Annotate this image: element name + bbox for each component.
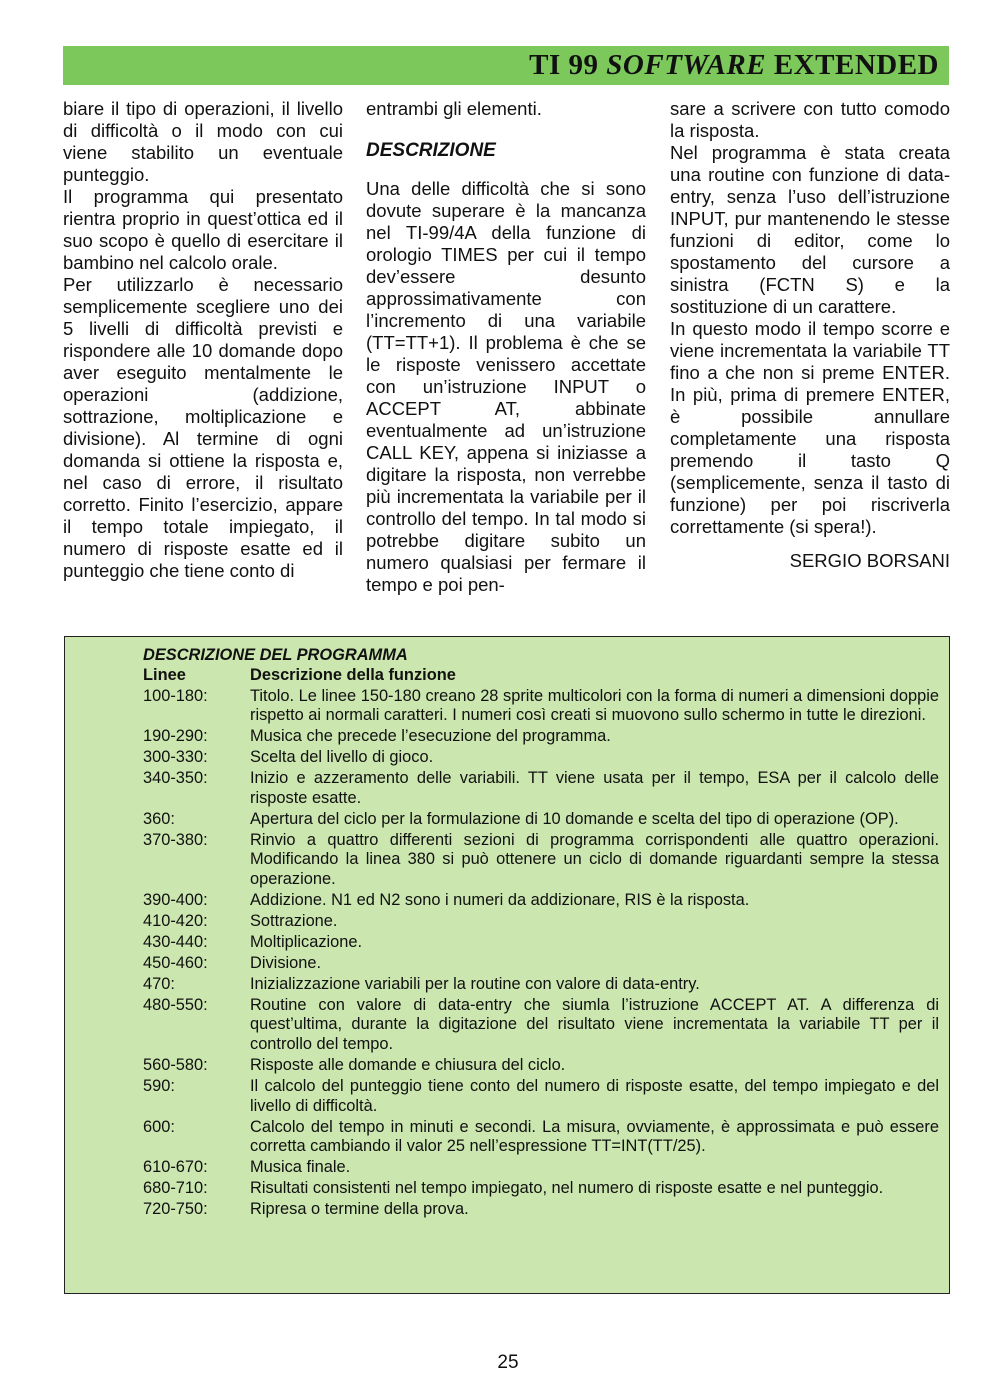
program-row — [143, 891, 939, 911]
program-row — [143, 810, 939, 830]
row-description: Moltiplicazione. — [250, 932, 363, 951]
program-row — [143, 727, 939, 747]
program-description-box — [64, 636, 950, 1294]
paragraph: Il programma qui presentato rientra proprio in quest’ottica ed il suo scopo è quello di esercitare il bambino nel calcolo orale. — [63, 186, 343, 273]
program-row — [143, 912, 939, 932]
program-row — [143, 1118, 939, 1157]
row-lines: 560-580: — [143, 1055, 208, 1074]
row-description: Calcolo del tempo in minuti e secondi. La misura, ovviamente, è approssimata e può essere corretta cambiando il valor 25 nell’espressione TT=INT(TT/25). — [250, 1117, 939, 1156]
row-lines: 190-290: — [143, 727, 208, 746]
paragraph: sare a scrivere con tutto comodo la risposta. — [670, 98, 950, 141]
program-row — [143, 1056, 939, 1076]
row-lines: 680-710: — [143, 1179, 208, 1198]
article-column-1 — [63, 98, 343, 582]
row-lines: 410-420: — [143, 911, 208, 930]
header-title-part2: EXTENDED — [766, 49, 939, 81]
row-lines: 720-750: — [143, 1200, 208, 1219]
row-description: Divisione. — [250, 953, 322, 972]
article-column-3 — [670, 98, 950, 572]
header-lines: Linee — [143, 665, 186, 684]
program-row — [143, 933, 939, 953]
header-title-italic: SOFTWARE — [606, 49, 767, 81]
author-signature: SERGIO BORSANI — [789, 550, 950, 571]
row-description: Musica che precede l’esecuzione del programma. — [250, 727, 611, 746]
header-band — [63, 46, 949, 85]
row-lines: 610-670: — [143, 1158, 208, 1177]
program-row — [143, 687, 939, 726]
article-column-2 — [366, 98, 646, 596]
row-description: Addizione. N1 ed N2 sono i numeri da addizionare, RIS è la risposta. — [250, 890, 750, 909]
paragraph: biare il tipo di operazioni, il livello di difficoltà o il modo con cui viene stabilito un eventuale punteggio. — [63, 98, 343, 185]
program-row — [143, 1200, 939, 1220]
row-lines: 590: — [143, 1076, 175, 1095]
paragraph: In questo modo il tempo scorre e viene incrementata la variabile TT fino a che non si preme ENTER. In più, prima di premere ENTER, è possibile annullare completamente una risposta premendo il tasto Q (semplicemente, senza il tasto di funzione) per poi riscriverla correttamente (si spera!). — [670, 318, 950, 537]
program-row — [143, 1077, 939, 1116]
row-lines: 370-380: — [143, 830, 208, 849]
box-title: DESCRIZIONE DEL PROGRAMMA — [143, 646, 408, 664]
page-header-title — [529, 49, 939, 82]
row-description: Routine con valore di data-entry che siumla l’istruzione ACCEPT AT. A differenza di quest’ultima, durante la digitazione del risultato viene incrementata la variabile TT per il controllo del tempo. — [250, 995, 939, 1053]
box-column-headers — [143, 666, 939, 686]
program-row — [143, 748, 939, 768]
paragraph: Una delle difficoltà che si sono dovute superare è la mancanza nel TI-99/4A della funzione di orologio TIMES per cui il tempo dev’essere desunto approssimativamente con l’incremento di una variabile (TT=TT+1). Il problema è che se le risposte venissero accettate con un’istruzione INPUT o ACCEPT AT, abbinate eventualmente ad un’istruzione CALL KEY, appena si iniziasse a digitare la risposta, non verrebbe più incrementata la variabile per il controllo del tempo. In tal modo si potrebbe digitare subito un numero qualsiasi per fermare il tempo e poi pen- — [366, 178, 646, 595]
row-description: Scelta del livello di gioco. — [250, 748, 434, 767]
row-lines: 600: — [143, 1117, 175, 1136]
row-lines: 100-180: — [143, 686, 208, 705]
paragraph: Per utilizzarlo è necessario semplicemente scegliere uno dei 5 livelli di difficoltà previsti e rispondere alle 10 domande dopo aver eseguito mentalmente le operazioni (addizione, sottrazione, moltiplicazione e divisione). Al termine di ogni domanda si ottiene la risposta e, nel caso di errore, il risultato corretto. Finito l’esercizio, appare il tempo totale impiegato, il numero di risposte esatte ed il punteggio che tiene conto di — [63, 274, 343, 581]
row-description: Titolo. Le linee 150-180 creano 28 sprite multicolori con la forma di numeri a dimensioni doppie rispetto ai normali caratteri. I numeri così creati si muovono sullo schermo in tutte le direzioni. — [250, 686, 939, 725]
row-lines: 430-440: — [143, 932, 208, 951]
section-heading: DESCRIZIONE — [366, 140, 496, 161]
row-lines: 450-460: — [143, 953, 208, 972]
program-row — [143, 769, 939, 808]
program-rows — [143, 687, 939, 1220]
row-description: Ripresa o termine della prova. — [250, 1200, 469, 1219]
page-number: 25 — [497, 1352, 519, 1373]
row-description: Risposte alle domande e chiusura del ciclo. — [250, 1055, 566, 1074]
program-row — [143, 996, 939, 1055]
program-row — [143, 1158, 939, 1178]
row-description: Rinvio a quattro differenti sezioni di programma corrispondenti alle quattro operazioni. Modificando la linea 380 si può ottenere un ciclo di domande riguardanti sempre la stessa operazione. — [250, 830, 939, 888]
program-row — [143, 975, 939, 995]
row-description: Risultati consistenti nel tempo impiegato, nel numero di risposte esatte e nel punteggio. — [250, 1179, 884, 1198]
row-lines: 470: — [143, 974, 175, 993]
row-description: Sottrazione. — [250, 911, 338, 930]
row-description: Inizializzazione variabili per la routine con valore di data-entry. — [250, 974, 700, 993]
row-description: Apertura del ciclo per la formulazione di 10 domande e scelta del tipo di operazione (OP). — [250, 809, 899, 828]
row-lines: 480-550: — [143, 995, 208, 1014]
program-row — [143, 1179, 939, 1199]
paragraph: entrambi gli elementi. — [366, 98, 542, 119]
program-row — [143, 831, 939, 890]
row-lines: 360: — [143, 809, 175, 828]
row-lines: 390-400: — [143, 890, 208, 909]
program-row — [143, 954, 939, 974]
row-lines: 340-350: — [143, 769, 208, 788]
row-description: Musica finale. — [250, 1158, 351, 1177]
row-description: Inizio e azzeramento delle variabili. TT viene usata per il tempo, ESA per il calcolo delle risposte esatte. — [250, 769, 939, 807]
row-description: Il calcolo del punteggio tiene conto del numero di risposte esatte, del tempo impiegato e del livello di difficoltà. — [250, 1076, 939, 1115]
header-title-part1: TI 99 — [529, 49, 607, 81]
header-description: Descrizione della funzione — [250, 665, 456, 684]
paragraph: Nel programma è stata creata una routine con funzione di data-entry, senza l’uso dell’istruzione INPUT, pur mantenendo le stesse funzioni di editor, come lo spostamento del cursore a sinistra (FCTN S) e la sostituzione di un carattere. — [670, 142, 950, 317]
row-lines: 300-330: — [143, 748, 208, 767]
